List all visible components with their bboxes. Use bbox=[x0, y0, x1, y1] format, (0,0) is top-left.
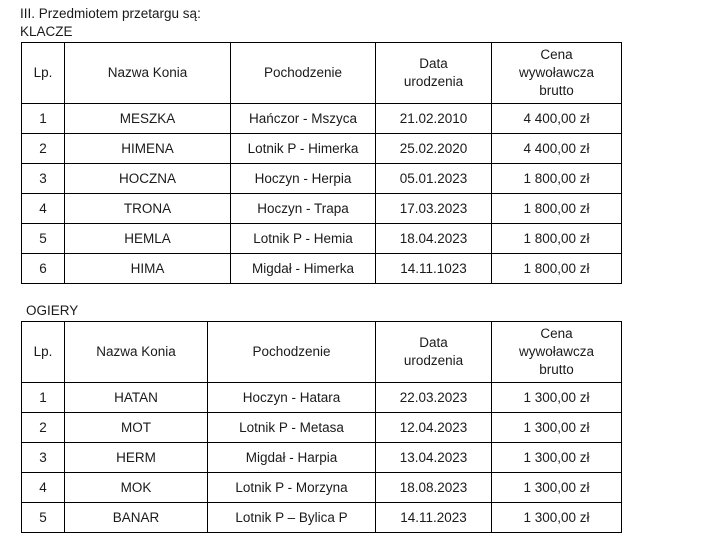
cell-price: 1 800,00 zł bbox=[492, 164, 622, 194]
cell-price: 1 300,00 zł bbox=[492, 383, 622, 413]
cell-origin: Lotnik P – Bylica P bbox=[208, 503, 376, 533]
header-origin: Pochodzenie bbox=[231, 43, 376, 104]
cell-origin: Migdał - Harpia bbox=[208, 443, 376, 473]
cell-price: 1 300,00 zł bbox=[492, 443, 622, 473]
cell-price: 1 800,00 zł bbox=[492, 194, 622, 224]
table-row bbox=[22, 503, 622, 533]
cell-lp: 5 bbox=[22, 224, 65, 254]
cell-lp: 2 bbox=[22, 413, 65, 443]
cell-name: MOT bbox=[65, 413, 208, 443]
cell-name: TRONA bbox=[65, 194, 231, 224]
cell-origin: Hoczyn - Herpia bbox=[231, 164, 376, 194]
cell-lp: 3 bbox=[22, 164, 65, 194]
cell-birth-date: 14.11.1023 bbox=[376, 254, 492, 284]
cell-name: MOK bbox=[65, 473, 208, 503]
cell-birth-date: 13.04.2023 bbox=[376, 443, 492, 473]
cell-birth-date: 25.02.2020 bbox=[376, 134, 492, 164]
cell-lp: 2 bbox=[22, 134, 65, 164]
table-header-row bbox=[22, 43, 622, 104]
cell-price: 1 300,00 zł bbox=[492, 473, 622, 503]
cell-lp: 1 bbox=[22, 383, 65, 413]
header-name: Nazwa Konia bbox=[65, 322, 208, 383]
table-row bbox=[22, 134, 622, 164]
cell-lp: 4 bbox=[22, 473, 65, 503]
cell-origin: Lotnik P - Himerka bbox=[231, 134, 376, 164]
cell-origin: Hoczyn - Trapa bbox=[231, 194, 376, 224]
cell-origin: Lotnik P - Morzyna bbox=[208, 473, 376, 503]
cell-name: HERM bbox=[65, 443, 208, 473]
cell-origin: Lotnik P - Hemia bbox=[231, 224, 376, 254]
cell-name: HIMA bbox=[65, 254, 231, 284]
cell-price: 1 300,00 zł bbox=[492, 503, 622, 533]
cell-price: 4 400,00 zł bbox=[492, 104, 622, 134]
header-birth-date: Data urodzenia bbox=[376, 43, 492, 104]
cell-name: MESZKA bbox=[65, 104, 231, 134]
table-row bbox=[22, 383, 622, 413]
cell-price: 4 400,00 zł bbox=[492, 134, 622, 164]
cell-lp: 1 bbox=[22, 104, 65, 134]
header-lp: Lp. bbox=[22, 322, 65, 383]
cell-name: HOCZNA bbox=[65, 164, 231, 194]
header-origin: Pochodzenie bbox=[208, 322, 376, 383]
cell-origin: Hańczor - Mszyca bbox=[231, 104, 376, 134]
cell-birth-date: 18.04.2023 bbox=[376, 224, 492, 254]
ogiery-table bbox=[21, 321, 622, 533]
cell-name: BANAR bbox=[65, 503, 208, 533]
cell-birth-date: 18.08.2023 bbox=[376, 473, 492, 503]
table-row bbox=[22, 254, 622, 284]
cell-price: 1 800,00 zł bbox=[492, 224, 622, 254]
table-header-row bbox=[22, 322, 622, 383]
header-birth-date: Data urodzenia bbox=[376, 322, 492, 383]
ogiery-title: OGIERY bbox=[26, 303, 79, 318]
table-row bbox=[22, 194, 622, 224]
cell-lp: 6 bbox=[22, 254, 65, 284]
table-row bbox=[22, 443, 622, 473]
cell-lp: 5 bbox=[22, 503, 65, 533]
header-lp: Lp. bbox=[22, 43, 65, 104]
table-row bbox=[22, 104, 622, 134]
header-price: Cena wywoławcza brutto bbox=[492, 43, 622, 104]
cell-lp: 3 bbox=[22, 443, 65, 473]
cell-lp: 4 bbox=[22, 194, 65, 224]
cell-origin: Migdał - Himerka bbox=[231, 254, 376, 284]
cell-origin: Hoczyn - Hatara bbox=[208, 383, 376, 413]
cell-birth-date: 14.11.2023 bbox=[376, 503, 492, 533]
cell-name: HATAN bbox=[65, 383, 208, 413]
section-heading: III. Przedmiotem przetargu są: bbox=[20, 6, 201, 21]
header-price: Cena wywoławcza brutto bbox=[492, 322, 622, 383]
cell-birth-date: 17.03.2023 bbox=[376, 194, 492, 224]
cell-birth-date: 21.02.2010 bbox=[376, 104, 492, 134]
header-name: Nazwa Konia bbox=[65, 43, 231, 104]
cell-name: HEMLA bbox=[65, 224, 231, 254]
klacze-table bbox=[21, 42, 622, 284]
cell-birth-date: 22.03.2023 bbox=[376, 383, 492, 413]
cell-name: HIMENA bbox=[65, 134, 231, 164]
cell-birth-date: 05.01.2023 bbox=[376, 164, 492, 194]
table-row bbox=[22, 413, 622, 443]
cell-birth-date: 12.04.2023 bbox=[376, 413, 492, 443]
table-row bbox=[22, 473, 622, 503]
table-row bbox=[22, 224, 622, 254]
klacze-title: KLACZE bbox=[20, 24, 73, 39]
cell-price: 1 300,00 zł bbox=[492, 413, 622, 443]
table-row bbox=[22, 164, 622, 194]
cell-price: 1 800,00 zł bbox=[492, 254, 622, 284]
cell-origin: Lotnik P - Metasa bbox=[208, 413, 376, 443]
